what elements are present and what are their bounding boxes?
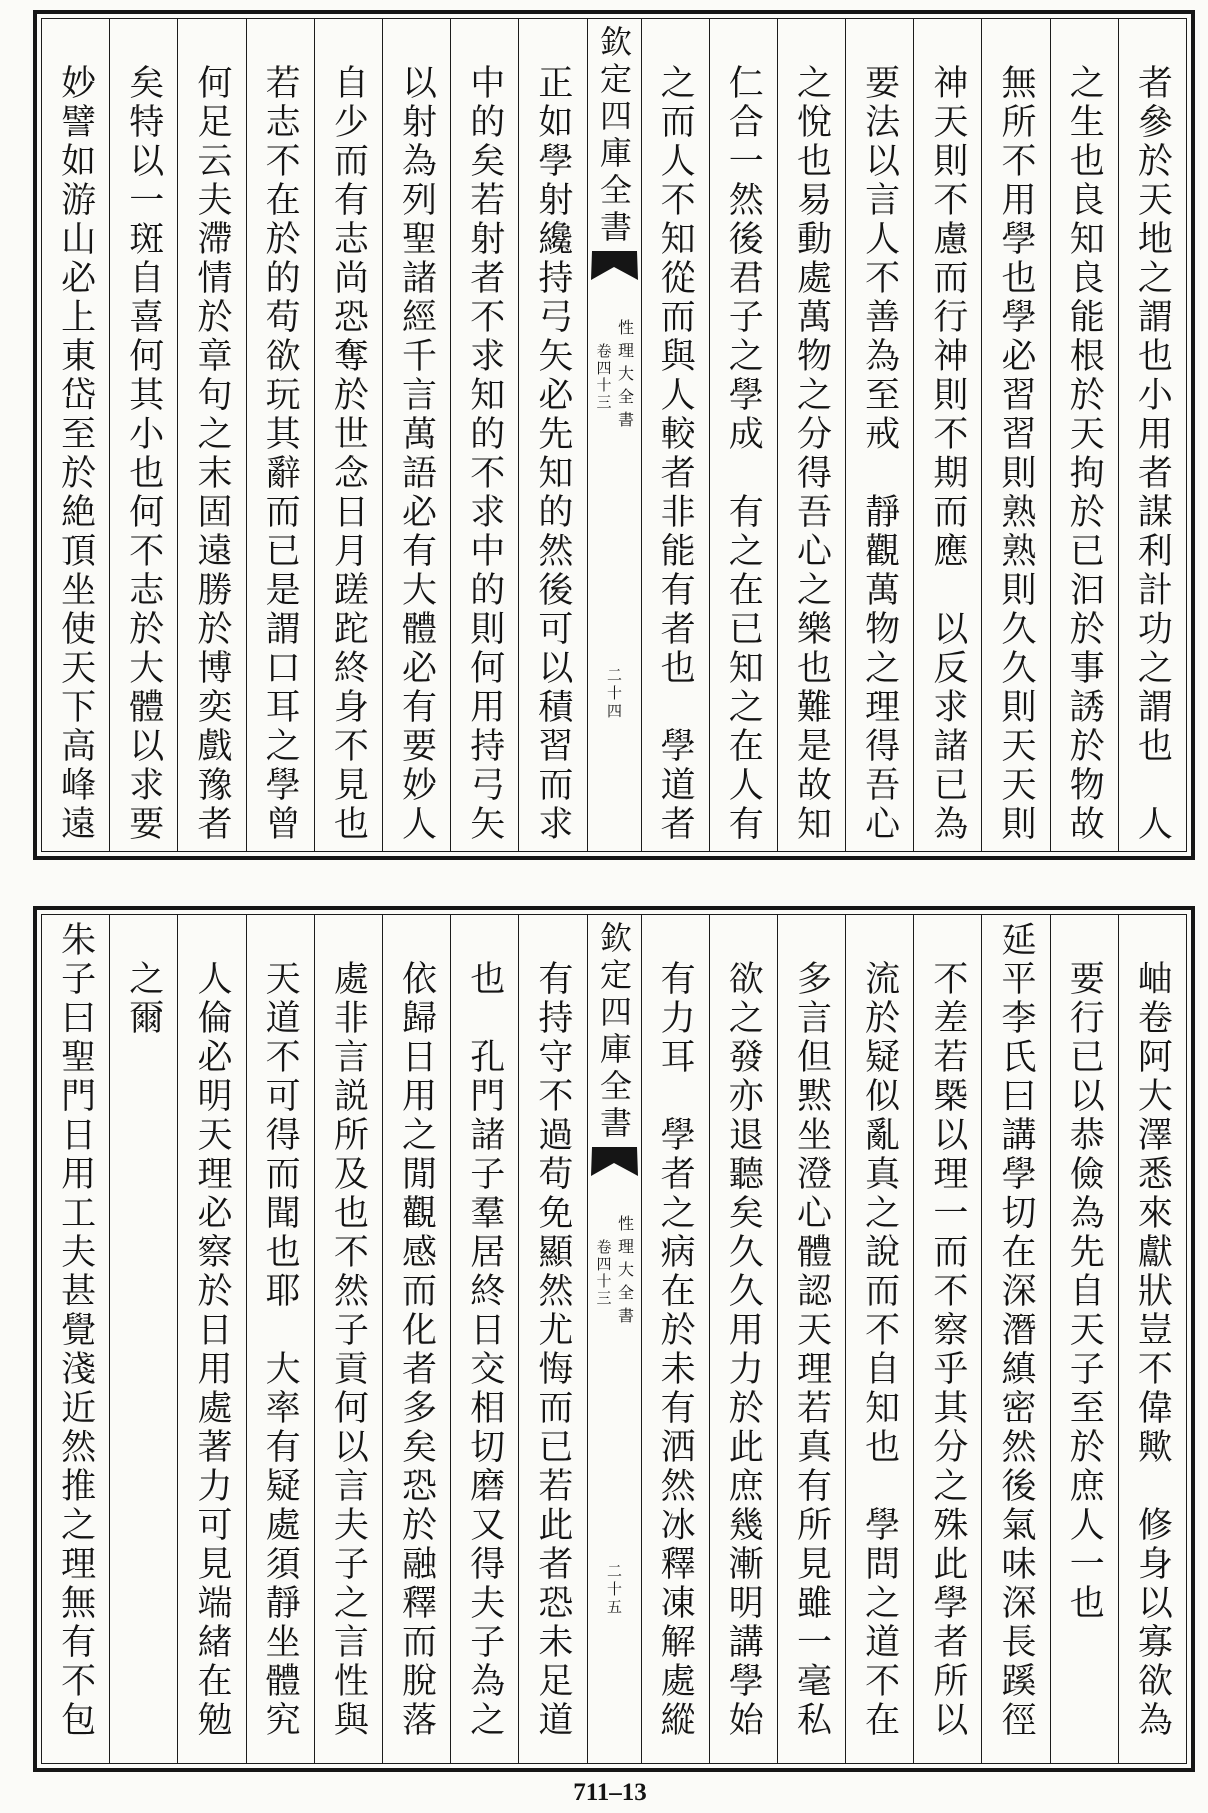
column-text: 有力耳 學者之病在於未有洒然冰釋凍解處縱 xyxy=(655,960,696,1740)
center-fold xyxy=(587,915,641,1763)
text-column xyxy=(177,19,245,851)
column-text: 天道不可得而聞也耶 大率有疑處須靜坐體究 xyxy=(260,960,301,1740)
column-text: 中的矣若射者不求知的不求中的則何用持弓矢 xyxy=(464,64,505,844)
fishtail-mark xyxy=(591,1147,638,1177)
column-text: 神天則不慮而行神則不期而應 以反求諸已為 xyxy=(927,64,968,844)
text-column xyxy=(777,915,845,1763)
column-grid xyxy=(42,915,1186,1763)
column-text: 之而人不知從而與人較者非能有者也 學道者 xyxy=(655,64,696,844)
book-info xyxy=(595,1215,634,1330)
text-column xyxy=(913,915,981,1763)
text-column xyxy=(382,19,450,851)
text-column xyxy=(777,19,845,851)
column-text: 處非言説所及也不然子貢何以言夫子之言性與 xyxy=(328,960,369,1740)
column-text: 欲之發亦退聽矣久久用力於此庶幾漸明講學始 xyxy=(723,960,764,1740)
book-title: 性理大全書 xyxy=(615,319,635,434)
text-column xyxy=(1118,19,1186,851)
inner-border xyxy=(41,914,1187,1764)
text-column xyxy=(845,19,913,851)
text-column xyxy=(641,19,709,851)
column-text: 岫卷阿大澤悉來獻狀豈不偉歟 修身以寡欲為 xyxy=(1132,960,1173,1740)
text-column xyxy=(518,19,586,851)
column-text: 人倫必明天理必察於日用處著力可見端緒在勉 xyxy=(191,960,232,1740)
column-grid xyxy=(42,19,1186,851)
text-column xyxy=(845,915,913,1763)
column-text: 正如學射纔持弓矢必先知的然後可以積習而求 xyxy=(532,64,573,844)
text-column xyxy=(450,915,518,1763)
text-column xyxy=(246,915,314,1763)
column-text: 有持守不過苟免顯然尤悔而已若此者恐未足道 xyxy=(532,960,573,1740)
column-text: 之悅也易動處萬物之分得吾心之樂也難是故知 xyxy=(791,64,832,844)
text-column xyxy=(109,19,177,851)
text-column xyxy=(641,915,709,1763)
column-text: 要法以言人不善為至戒 靜觀萬物之理得吾心 xyxy=(859,64,900,844)
collection-title: 欽定四庫全書 xyxy=(595,921,633,1143)
heading-column xyxy=(42,915,109,1763)
column-text: 矣特以一斑自喜何其小也何不志於大體以求要 xyxy=(123,64,164,844)
bottom-leaf-frame xyxy=(33,906,1195,1772)
column-text: 不差若槩以理一而不察乎其分之殊此學者所以 xyxy=(927,960,968,1740)
text-column xyxy=(1050,915,1118,1763)
text-column xyxy=(109,915,177,1763)
text-column xyxy=(177,915,245,1763)
text-column xyxy=(314,915,382,1763)
leaf-number: 二十四 xyxy=(605,667,623,721)
column-text: 流於疑似亂真之說而不自知也 學問之道不在 xyxy=(859,960,900,1740)
column-text: 要行已以恭儉為先自天子至於庶人一也 xyxy=(1064,960,1105,1623)
page-number: 711–13 xyxy=(573,1779,647,1806)
text-column xyxy=(709,915,777,1763)
text-column xyxy=(450,19,518,851)
text-column xyxy=(382,915,450,1763)
text-column xyxy=(1050,19,1118,851)
center-fold xyxy=(587,19,641,851)
volume-number: 卷四十三 xyxy=(594,343,613,411)
column-text: 何足云夫滯情於章句之末固遠勝於博奕戲豫者 xyxy=(191,64,232,844)
book-title: 性理大全書 xyxy=(615,1215,635,1330)
column-text: 者參於天地之謂也小用者謀利計功之謂也 人 xyxy=(1132,64,1173,844)
fishtail-mark xyxy=(591,251,638,281)
text-column xyxy=(518,915,586,1763)
column-text: 自少而有志尚恐奪於世念日月蹉跎終身不見也 xyxy=(328,64,369,844)
text-column xyxy=(1118,915,1186,1763)
column-text: 延平李氏曰講學切在深潛縝密然後氣味深長蹊徑 xyxy=(996,921,1037,1740)
text-column xyxy=(246,19,314,851)
column-text: 以射為列聖諸經千言萬語必有大體必有要妙人 xyxy=(396,64,437,844)
column-text: 仁合一然後君子之學成 有之在已知之在人有 xyxy=(723,64,764,844)
leaf-number: 二十五 xyxy=(605,1563,623,1617)
book-info xyxy=(595,319,634,434)
column-text: 妙譬如游山必上東岱至於絶頂坐使天下高峰遠 xyxy=(55,64,96,844)
column-text: 之爾 xyxy=(123,960,164,1038)
text-column xyxy=(709,19,777,851)
collection-title: 欽定四庫全書 xyxy=(595,25,633,247)
text-column xyxy=(314,19,382,851)
heading-column xyxy=(981,915,1049,1763)
text-column xyxy=(981,19,1049,851)
top-leaf-frame xyxy=(33,10,1195,860)
text-column xyxy=(42,19,109,851)
column-text: 之生也良知良能根於天拘於已汩於事誘於物故 xyxy=(1064,64,1105,844)
column-text: 也 孔門諸子羣居終日交相切磨又得夫子為之 xyxy=(464,960,505,1740)
volume-number: 卷四十三 xyxy=(594,1239,613,1307)
column-text: 依歸日用之閒觀感而化者多矣恐於融釋而脫落 xyxy=(396,960,437,1740)
column-text: 若志不在於的苟欲玩其辭而已是謂口耳之學曾 xyxy=(260,64,301,844)
text-column xyxy=(913,19,981,851)
inner-border xyxy=(41,18,1187,852)
column-text: 無所不用學也學必習習則熟熟則久久則天天則 xyxy=(996,64,1037,844)
column-text: 朱子曰聖門日用工夫甚覺淺近然推之理無有不包 xyxy=(55,921,96,1740)
column-text: 多言但黙坐澄心體認天理若真有所見雖一毫私 xyxy=(791,960,832,1740)
